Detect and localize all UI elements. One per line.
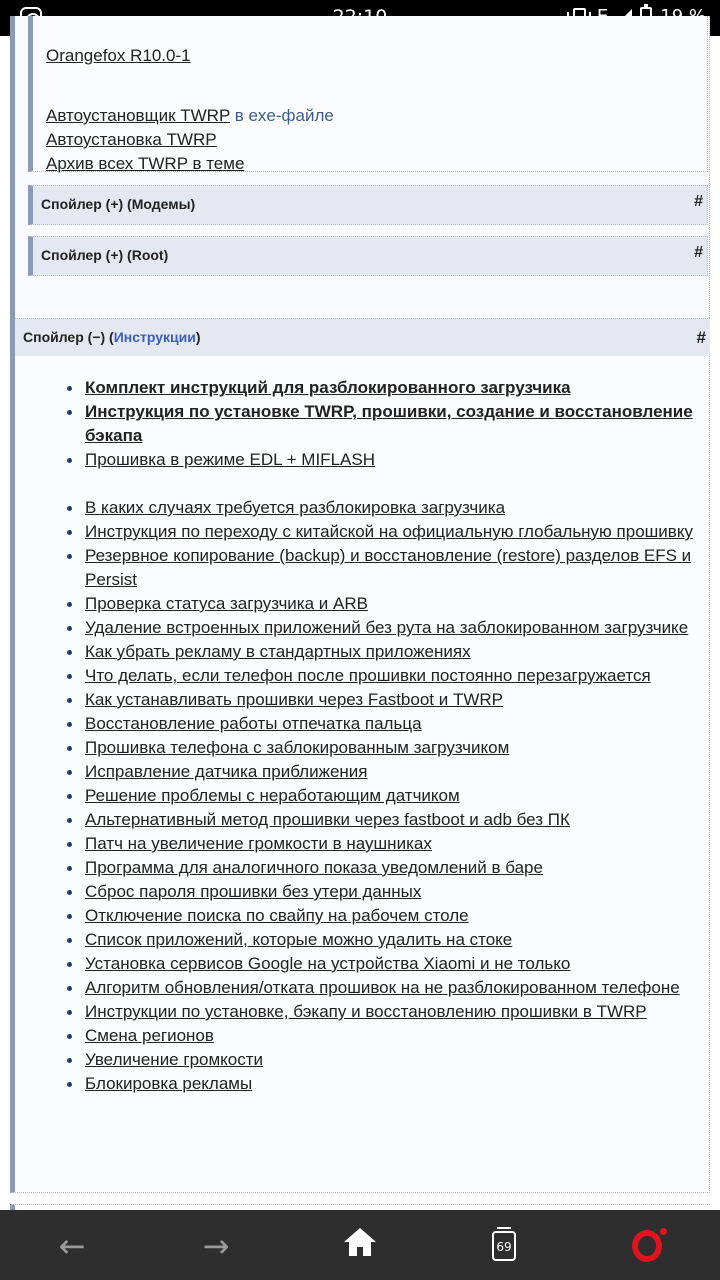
instruction-link[interactable]: Решение проблемы с неработающим датчиком — [85, 786, 460, 805]
instruction-item — [67, 1000, 702, 1024]
instruction-item — [67, 832, 702, 856]
instruction-item — [67, 688, 702, 712]
firmware-spoiler-block — [10, 16, 710, 342]
spoiler-modems-anchor[interactable]: # — [694, 193, 703, 210]
spoiler-root-anchor[interactable]: # — [694, 244, 703, 261]
instruction-item — [67, 640, 702, 664]
instruction-item — [67, 400, 702, 448]
instruction-link[interactable]: Прошивка телефона с заблокированным загрузчиком — [85, 738, 510, 757]
instruction-link[interactable]: Альтернативный метод прошивки через fastboot и adb без ПК — [85, 810, 570, 829]
instruction-item — [67, 664, 702, 688]
instruction-link[interactable]: Алгоритм обновления/отката прошивок на не разблокированном телефоне — [85, 978, 680, 997]
instruction-item — [67, 448, 702, 472]
tabs-icon[interactable]: 69 — [492, 1231, 516, 1261]
instruction-item — [67, 376, 702, 400]
instruction-link[interactable]: Резервное копирование (backup) и восстановление (restore) разделов EFS и Persist — [85, 546, 692, 589]
instruction-link[interactable]: Установка сервисов Google на устройства Xiaomi и не только — [85, 954, 571, 973]
instruction-item — [67, 1048, 702, 1072]
instruction-link[interactable]: Блокировка рекламы — [85, 1074, 253, 1093]
twrp-links — [46, 104, 334, 176]
auto-install-link[interactable]: Автоустановка TWRP — [46, 130, 217, 149]
instruction-link[interactable]: Инструкция по переходу с китайской на официальную глобальную прошивку — [85, 522, 693, 541]
instruction-item — [67, 712, 702, 736]
spoiler-root[interactable] — [28, 236, 708, 276]
instruction-item — [67, 616, 702, 640]
instruction-item — [67, 904, 702, 928]
instruction-link[interactable]: Программа для аналогичного показа уведомлений в баре — [85, 858, 543, 877]
instruction-link[interactable]: Увеличение громкости — [85, 1050, 264, 1069]
instruction-link[interactable]: Сброс пароля прошивки без утери данных — [85, 882, 422, 901]
orangefox-link[interactable]: Orangefox R10.0-1 — [46, 46, 191, 65]
instruction-item — [67, 544, 702, 592]
instruction-link[interactable]: Прошивка в режиме EDL + MIFLASH — [85, 450, 375, 469]
instruction-item — [67, 856, 702, 880]
instruction-link[interactable]: Отключение поиска по свайпу на рабочем столе — [85, 906, 469, 925]
home-icon[interactable] — [346, 1232, 374, 1258]
browser-nav-bar — [0, 1210, 720, 1280]
instruction-item — [67, 976, 702, 1000]
instructions-spoiler-label: Спойлер (−) (Инструкции) — [23, 329, 201, 345]
auto-installer-suffix: в exe-файле — [229, 106, 334, 125]
instruction-link[interactable]: Удаление встроенных приложений без рута на заблокированном загрузчике — [85, 618, 689, 637]
page-content — [0, 36, 720, 1210]
instruction-item — [67, 760, 702, 784]
instructions-spoiler-header[interactable] — [15, 318, 710, 356]
spoiler-modems[interactable] — [28, 185, 708, 225]
instruction-link[interactable]: Комплект инструкций для разблокированного загрузчика — [85, 378, 571, 397]
instruction-item — [67, 1024, 702, 1048]
twrp-archive-link[interactable]: Архив всех TWRP в теме — [46, 154, 245, 173]
instruction-item — [67, 880, 702, 904]
spoiler-modems-label: Спойлер (+) (Модемы) — [41, 196, 196, 212]
instructions-spoiler — [10, 318, 710, 1193]
instruction-link[interactable]: Инструкции по установке, бэкапу и восстановлению прошивки в TWRP — [85, 1002, 647, 1021]
instruction-item — [67, 928, 702, 952]
opera-icon[interactable] — [632, 1230, 662, 1262]
instruction-item — [67, 1072, 702, 1096]
instruction-link[interactable]: Патч на увеличение громкости в наушниках — [85, 834, 432, 853]
instruction-link[interactable]: В каких случаях требуется разблокировка загрузчика — [85, 498, 506, 517]
forward-arrow-icon[interactable]: → — [202, 1227, 230, 1265]
twrp-spoiler-body — [28, 16, 708, 172]
instruction-item — [67, 808, 702, 832]
opera-notification-dot — [660, 1228, 667, 1235]
instruction-item — [67, 784, 702, 808]
instruction-item — [67, 520, 702, 544]
auto-installer-link[interactable]: Автоустановщик TWRP — [46, 106, 230, 125]
instruction-link[interactable]: Восстановление работы отпечатка пальца — [85, 714, 422, 733]
instruction-link[interactable]: Список приложений, которые можно удалить на стоке — [85, 930, 513, 949]
instruction-link[interactable]: Проверка статуса загрузчика и ARB — [85, 594, 368, 613]
instruction-link[interactable]: Что делать, если телефон после прошивки постоянно перезагружается — [85, 666, 651, 685]
instruction-item — [67, 736, 702, 760]
instructions-list — [67, 376, 702, 1096]
instruction-link[interactable]: Исправление датчика приближения — [85, 762, 368, 781]
instruction-link[interactable]: Инструкция по установке TWRP, прошивки, создание и восстановление бэкапа — [85, 402, 693, 445]
instructions-spoiler-anchor[interactable]: # — [696, 328, 706, 347]
instruction-link[interactable]: Как устанавливать прошивки через Fastboot и TWRP — [85, 690, 504, 709]
instruction-link[interactable]: Смена регионов — [85, 1026, 214, 1045]
instruction-item — [67, 592, 702, 616]
back-arrow-icon[interactable]: ← — [58, 1227, 86, 1265]
instruction-item — [67, 496, 702, 520]
spoiler-root-label: Спойлер (+) (Root) — [41, 247, 169, 263]
instruction-link[interactable]: Как убрать рекламу в стандартных приложениях — [85, 642, 471, 661]
instruction-item — [67, 952, 702, 976]
